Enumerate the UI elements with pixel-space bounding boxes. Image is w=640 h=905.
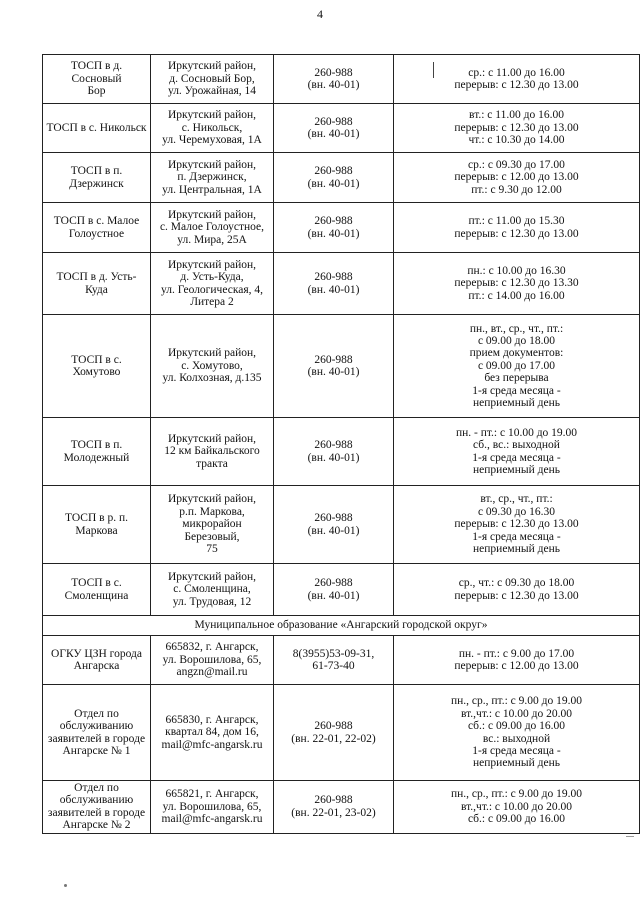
table-body-irkutsk [43, 55, 640, 616]
office-address-line: Иркутский район, [167, 570, 257, 583]
offices-table [42, 54, 640, 834]
office-name [43, 486, 151, 564]
office-hours-line: неприемный день [473, 543, 560, 556]
table-section-header [43, 616, 640, 636]
table-row [43, 781, 640, 834]
office-address-line: Иркутский район, [167, 347, 257, 360]
office-hours-line: с 09.30 до 16.30 [477, 505, 556, 518]
office-address-line: 75 [206, 543, 218, 556]
office-hours-line: без перерыва [484, 372, 549, 385]
office-address-line: ул. Мира, 25А [177, 233, 247, 246]
office-hours-line: пт.: с 11.00 до 15.30 [468, 215, 565, 228]
table-row [43, 104, 640, 153]
office-hours-line: ср., чт.: с 09.30 до 18.00 [458, 577, 575, 590]
office-name [43, 418, 151, 486]
section-title: Муниципальное образование «Ангарский городской округ» [43, 616, 640, 636]
office-phone-line: 260-988 [314, 577, 353, 590]
office-phone-line: 260-988 [314, 115, 353, 128]
office-hours-line: 1-я среда месяца - [472, 530, 561, 543]
office-address-line: ул. Центральная, 1А [162, 183, 262, 196]
office-phone-line: 260-988 [314, 439, 353, 452]
office-address-line: ул. Ворошилова, 65, [162, 800, 262, 813]
office-hours-line: вт.: с 11.00 до 16.00 [469, 109, 564, 122]
office-hours-line: 1-я среда месяца - [472, 744, 561, 757]
office-hours [394, 253, 640, 315]
office-hours-line: пн., ср., пт.: с 9.00 до 19.00 [450, 788, 582, 801]
office-hours-line: прием документов: [469, 347, 564, 360]
office-phone [274, 781, 394, 834]
office-hours-line: вт., ср., чт., пт.: [480, 493, 553, 506]
table-row [43, 636, 640, 685]
scan-corner-mark [626, 836, 634, 837]
office-hours-line: пн.: с 10.00 до 16.30 [467, 264, 566, 277]
office-address [151, 636, 274, 685]
scan-dot [64, 884, 67, 887]
office-hours-line: сб.: с 09.00 до 16.00 [467, 720, 566, 733]
office-hours [394, 636, 640, 685]
office-name-line: ТОСП в д. Сосновый [70, 60, 123, 85]
office-name-line: Ангарске № 2 [62, 819, 131, 832]
office-phone [274, 486, 394, 564]
office-address-line: Иркутский район, [167, 493, 257, 506]
office-phone-line: 260-988 [314, 165, 353, 178]
office-address-line: Иркутский район, [167, 158, 257, 171]
office-phone-line: 260-988 [314, 794, 353, 807]
office-name [43, 564, 151, 616]
office-address-line: с. Никольск, [181, 121, 243, 134]
office-name-line: Отдел по обслуживанию [59, 782, 134, 807]
office-hours [394, 104, 640, 153]
office-phone-line: (вн. 22-01, 22-02) [291, 732, 376, 745]
office-phone [274, 253, 394, 315]
table-row [43, 55, 640, 104]
office-hours [394, 55, 640, 104]
office-hours-line: 1-я среда месяца - [472, 451, 561, 464]
table-row [43, 153, 640, 203]
table-row [43, 203, 640, 253]
office-hours-line: неприемный день [473, 463, 560, 476]
office-address-line: р.п. Маркова, [179, 505, 245, 518]
office-name-line: Голоустное [68, 227, 125, 240]
office-hours-line: пн., ср., пт.: с 9.00 до 19.00 [450, 695, 582, 708]
office-name-line: ТОСП в р. п. Маркова [64, 512, 128, 537]
table-row [43, 418, 640, 486]
office-address-line: 665821, г. Ангарск, [165, 788, 259, 801]
office-hours [394, 203, 640, 253]
office-phone-line: (вн. 40-01) [307, 128, 360, 140]
office-address-line: ул. Трудовая, 12 [172, 595, 252, 608]
office-phone [274, 153, 394, 203]
office-address-line: angzn@mail.ru [176, 666, 248, 679]
office-hours-line: перерыв: с 12.30 до 13.00 [454, 227, 579, 240]
office-hours-line: с 09.00 до 18.00 [477, 334, 556, 347]
office-address [151, 203, 274, 253]
office-phone-line: (вн. 40-01) [307, 79, 360, 91]
office-address-line: тракта [196, 457, 228, 470]
office-name-line: Ангарске № 1 [62, 744, 131, 757]
office-hours [394, 418, 640, 486]
office-phone-line: 260-988 [314, 512, 353, 525]
office-hours-line: сб., вс.: выходной [473, 439, 560, 452]
office-name [43, 636, 151, 685]
office-name-line: Отдел по обслуживанию [59, 707, 134, 733]
office-hours-line: перерыв: с 12.00 до 13.00 [454, 660, 579, 672]
office-hours-line: вт.,чт.: с 10.00 до 20.00 [460, 707, 573, 720]
office-name [43, 315, 151, 418]
office-address-line: д. Сосновый Бор, [169, 72, 255, 85]
office-hours-line: пн. - пт.: с 9.00 до 17.00 [458, 647, 575, 660]
office-hours-line: перерыв: с 12.30 до 13.00 [454, 79, 579, 91]
office-hours-line: перерыв: с 12.00 до 13.00 [454, 171, 579, 184]
office-name-line: ТОСП в с. Малое [53, 215, 140, 228]
office-phone-line: (вн. 40-01) [307, 366, 360, 378]
office-address-line: ул. Ворошилова, 65, [162, 653, 262, 666]
office-name [43, 253, 151, 315]
office-address-line: Иркутский район, [167, 60, 257, 73]
office-hours-line: ср.: с 11.00 до 16.00 [468, 66, 565, 79]
office-phone-line: (вн. 40-01) [307, 283, 360, 296]
office-address-line: ул. Черемуховая, 1А [162, 134, 262, 147]
office-name [43, 685, 151, 781]
office-name-line: Бор [87, 85, 106, 98]
office-address-line: mail@mfc-angarsk.ru [161, 738, 263, 751]
office-hours-line: 1-я среда месяца - [472, 384, 561, 397]
office-name [43, 781, 151, 834]
office-hours [394, 486, 640, 564]
office-address-line: с. Малое Голоустное, [159, 221, 265, 234]
office-phone-line: 260-988 [314, 271, 353, 284]
office-address [151, 564, 274, 616]
office-phone-line: 260-988 [314, 353, 353, 366]
office-address-line: д. Усть-Куда, [180, 271, 244, 284]
office-address [151, 153, 274, 203]
office-hours-line: перерыв: с 12.30 до 13.00 [454, 589, 579, 602]
office-address-line: с. Хомутово, [181, 359, 243, 372]
office-name-line: ТОСП в д. Усть-Куда [56, 271, 137, 296]
office-hours [394, 564, 640, 616]
office-phone [274, 564, 394, 616]
office-address-line: Иркутский район, [167, 208, 257, 221]
office-name-line: ТОСП в п. Молодежный [63, 439, 130, 464]
office-name-line: заявителей в городе [47, 806, 146, 819]
office-hours [394, 315, 640, 418]
office-phone-line: 260-988 [314, 720, 353, 733]
office-phone [274, 104, 394, 153]
office-name [43, 104, 151, 153]
office-hours [394, 153, 640, 203]
office-hours-line: пт.: с 9.30 до 12.00 [471, 183, 562, 196]
office-phone-line: 260-988 [314, 215, 353, 228]
office-hours-line: сб.: с 09.00 до 16.00 [467, 813, 566, 826]
office-name-line: заявителей в городе [47, 732, 146, 745]
office-address-line: ул. Геологическая, 4, [160, 283, 264, 296]
office-address-line: п. Дзержинск, [177, 171, 247, 184]
office-phone-line: 8(3955)53-09-31, [292, 647, 375, 660]
office-phone [274, 203, 394, 253]
office-hours-line: перерыв: с 12.30 до 13.00 [454, 121, 579, 134]
office-address [151, 685, 274, 781]
office-hours-line: чт.: с 10.30 до 14.00 [468, 134, 565, 147]
office-address-line: ул. Колхозная, д.135 [162, 372, 262, 385]
office-phone-line: 260-988 [314, 66, 353, 79]
office-address [151, 253, 274, 315]
office-phone-line: (вн. 40-01) [307, 227, 360, 240]
office-phone [274, 55, 394, 104]
table-row [43, 253, 640, 315]
office-name-line: ТОСП в с. Хомутово [71, 353, 122, 378]
office-hours-line: пн. - пт.: с 10.00 до 19.00 [455, 426, 578, 439]
office-phone [274, 685, 394, 781]
office-hours-line: пн., вт., ср., чт., пт.: [469, 322, 564, 335]
scan-mark [433, 62, 434, 78]
office-phone [274, 636, 394, 685]
office-phone-line: (вн. 40-01) [307, 524, 360, 537]
office-name [43, 55, 151, 104]
office-address [151, 418, 274, 486]
section-row [43, 616, 640, 636]
page-number: 4 [317, 7, 323, 21]
office-address [151, 104, 274, 153]
office-phone-line: (вн. 40-01) [307, 451, 360, 464]
office-phone-line: (вн. 22-01, 23-02) [291, 806, 376, 819]
office-hours-line: неприемный день [473, 397, 560, 410]
office-address-line: Иркутский район, [167, 109, 257, 122]
office-address-line: Литера 2 [190, 295, 234, 308]
office-hours [394, 685, 640, 781]
office-address-line: 665830, г. Ангарск, [165, 713, 259, 726]
office-name-line: ТОСП в п. Дзержинск [69, 165, 124, 190]
office-hours-line: вс.: выходной [482, 732, 551, 745]
table-row [43, 685, 640, 781]
office-address-line: с. Смоленщина, [173, 583, 251, 596]
office-address [151, 55, 274, 104]
office-name-line: Ангарска [73, 660, 120, 672]
table-row [43, 315, 640, 418]
office-name [43, 203, 151, 253]
office-address-line: ул. Урожайная, 14 [167, 85, 257, 98]
office-address-line: Иркутский район, [167, 258, 257, 271]
office-address [151, 486, 274, 564]
office-phone-line: 61-73-40 [312, 660, 355, 672]
office-hours-line: пт.: с 14.00 до 16.00 [468, 289, 565, 302]
office-address-line: 665832, г. Ангарск, [165, 641, 259, 654]
office-hours-line: ср.: с 09.30 до 17.00 [468, 158, 565, 171]
office-address-line: 12 км Байкальского [164, 445, 260, 458]
office-name-line: ОГКУ ЦЗН города [51, 647, 142, 660]
office-name [43, 153, 151, 203]
table-row [43, 564, 640, 616]
table-body-angarsk [43, 636, 640, 834]
office-address [151, 781, 274, 834]
office-hours-line: вт.,чт.: с 10.00 до 20.00 [460, 800, 573, 813]
office-phone [274, 315, 394, 418]
office-address-line: микрорайон Березовый, [182, 518, 242, 543]
office-name-line: ТОСП в с. Никольск [46, 121, 147, 134]
office-address-line: квартал 84, дом 16, [165, 726, 259, 739]
office-hours-line: с 09.00 до 17.00 [477, 359, 556, 372]
office-hours-line: перерыв: с 12.30 до 13.00 [454, 518, 579, 531]
office-address-line: Иркутский район, [167, 432, 257, 445]
office-name-line: ТОСП в с. Смоленщина [64, 577, 129, 602]
office-phone-line: (вн. 40-01) [307, 589, 360, 602]
office-hours-line: неприемный день [473, 757, 560, 770]
table-row [43, 486, 640, 564]
office-hours-line: перерыв: с 12.30 до 13.30 [454, 277, 579, 290]
office-phone-line: (вн. 40-01) [307, 177, 360, 190]
office-address-line: mail@mfc-angarsk.ru [161, 813, 263, 826]
office-phone [274, 418, 394, 486]
office-hours [394, 781, 640, 834]
office-address [151, 315, 274, 418]
